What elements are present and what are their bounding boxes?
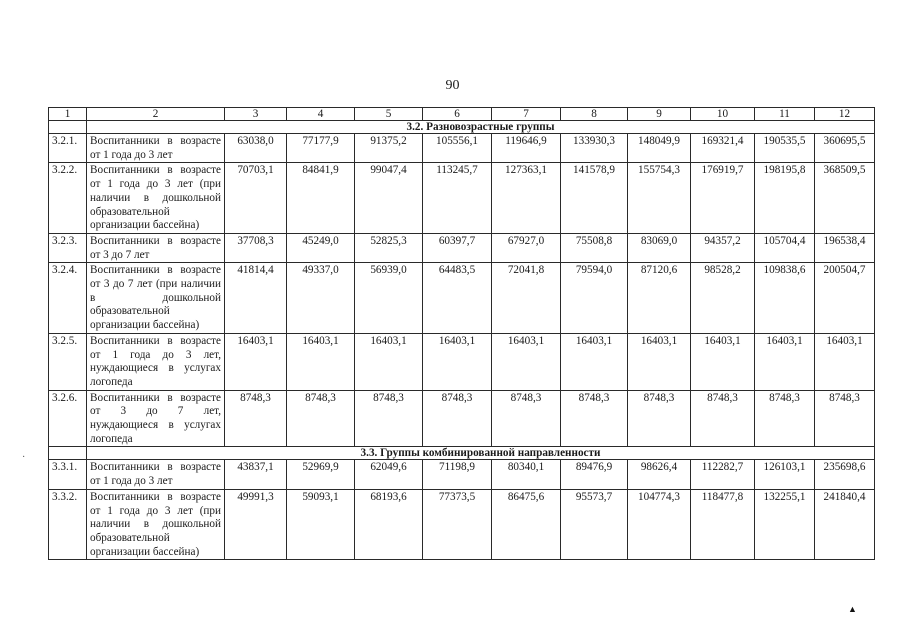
value-cell: 127363,1 xyxy=(492,163,561,234)
value-cell: 59093,1 xyxy=(287,489,355,560)
value-cell: 72041,8 xyxy=(492,263,561,334)
value-cell: 60397,7 xyxy=(423,233,492,262)
value-cell: 8748,3 xyxy=(287,390,355,447)
table-row xyxy=(49,263,875,334)
value-cell: 77373,5 xyxy=(423,489,492,560)
value-cell: 67927,0 xyxy=(492,233,561,262)
value-cell: 64483,5 xyxy=(423,263,492,334)
column-number: 7 xyxy=(492,108,561,121)
row-code: 3.2.1. xyxy=(49,134,87,163)
value-cell: 368509,5 xyxy=(815,163,875,234)
value-cell: 56939,0 xyxy=(355,263,423,334)
column-number: 10 xyxy=(691,108,755,121)
value-cell: 133930,3 xyxy=(561,134,628,163)
value-cell: 8748,3 xyxy=(691,390,755,447)
value-cell: 8748,3 xyxy=(225,390,287,447)
column-number: 6 xyxy=(423,108,492,121)
value-cell: 8748,3 xyxy=(423,390,492,447)
empty-cell xyxy=(49,447,87,460)
value-cell: 16403,1 xyxy=(423,333,492,390)
value-cell: 84841,9 xyxy=(287,163,355,234)
value-cell: 41814,4 xyxy=(225,263,287,334)
value-cell: 200504,7 xyxy=(815,263,875,334)
value-cell: 91375,2 xyxy=(355,134,423,163)
value-cell: 86475,6 xyxy=(492,489,561,560)
value-cell: 52825,3 xyxy=(355,233,423,262)
value-cell: 37708,3 xyxy=(225,233,287,262)
row-description: Воспитанники в возрасте от 1 года до 3 лет, нуждающиеся в услугах логопеда xyxy=(87,333,225,390)
value-cell: 52969,9 xyxy=(287,460,355,489)
value-cell: 118477,8 xyxy=(691,489,755,560)
value-cell: 119646,9 xyxy=(492,134,561,163)
value-cell: 83069,0 xyxy=(628,233,691,262)
value-cell: 112282,7 xyxy=(691,460,755,489)
value-cell: 99047,4 xyxy=(355,163,423,234)
value-cell: 43837,1 xyxy=(225,460,287,489)
table-row xyxy=(49,333,875,390)
table-row xyxy=(49,233,875,262)
table-row xyxy=(49,134,875,163)
row-description: Воспитанники в возрасте от 3 до 7 лет xyxy=(87,233,225,262)
value-cell: 16403,1 xyxy=(287,333,355,390)
value-cell: 241840,4 xyxy=(815,489,875,560)
value-cell: 8748,3 xyxy=(561,390,628,447)
value-cell: 16403,1 xyxy=(628,333,691,390)
value-cell: 198195,8 xyxy=(755,163,815,234)
value-cell: 8748,3 xyxy=(815,390,875,447)
table-row xyxy=(49,163,875,234)
section-row xyxy=(49,447,875,460)
value-cell: 16403,1 xyxy=(492,333,561,390)
table-row xyxy=(49,489,875,560)
row-description: Воспитанники в возрасте от 1 года до 3 лет (при наличии в дошкольной образовательной организации бассейна) xyxy=(87,163,225,234)
value-cell: 8748,3 xyxy=(492,390,561,447)
row-description: Воспитанники в возрасте от 1 года до 3 лет (при наличии в дошкольной образовательной организации бассейна) xyxy=(87,489,225,560)
value-cell: 87120,6 xyxy=(628,263,691,334)
value-cell: 235698,6 xyxy=(815,460,875,489)
column-number: 5 xyxy=(355,108,423,121)
value-cell: 71198,9 xyxy=(423,460,492,489)
value-cell: 49991,3 xyxy=(225,489,287,560)
value-cell: 63038,0 xyxy=(225,134,287,163)
row-description: Воспитанники в возрасте от 3 до 7 лет (при наличии в дошкольной образовательной организации бассейна) xyxy=(87,263,225,334)
row-description: Воспитанники в возрасте от 1 года до 3 лет xyxy=(87,134,225,163)
value-cell: 16403,1 xyxy=(225,333,287,390)
value-cell: 109838,6 xyxy=(755,263,815,334)
value-cell: 8748,3 xyxy=(755,390,815,447)
row-code: 3.2.3. xyxy=(49,233,87,262)
value-cell: 190535,5 xyxy=(755,134,815,163)
section-title: 3.3. Группы комбинированной направленности xyxy=(87,447,875,460)
value-cell: 105704,4 xyxy=(755,233,815,262)
value-cell: 196538,4 xyxy=(815,233,875,262)
section-title: 3.2. Разновозрастные группы xyxy=(87,121,875,134)
table-row xyxy=(49,460,875,489)
tariff-table xyxy=(48,107,875,560)
value-cell: 98528,2 xyxy=(691,263,755,334)
value-cell: 16403,1 xyxy=(355,333,423,390)
value-cell: 104774,3 xyxy=(628,489,691,560)
row-code: 3.2.5. xyxy=(49,333,87,390)
column-number: 12 xyxy=(815,108,875,121)
value-cell: 95573,7 xyxy=(561,489,628,560)
value-cell: 169321,4 xyxy=(691,134,755,163)
value-cell: 16403,1 xyxy=(691,333,755,390)
value-cell: 16403,1 xyxy=(815,333,875,390)
table-row xyxy=(49,390,875,447)
value-cell: 113245,7 xyxy=(423,163,492,234)
value-cell: 16403,1 xyxy=(561,333,628,390)
value-cell: 62049,6 xyxy=(355,460,423,489)
value-cell: 75508,8 xyxy=(561,233,628,262)
value-cell: 77177,9 xyxy=(287,134,355,163)
row-code: 3.2.2. xyxy=(49,163,87,234)
page-number: 90 xyxy=(445,78,460,93)
row-code: 3.3.1. xyxy=(49,460,87,489)
column-number: 4 xyxy=(287,108,355,121)
row-code: 3.2.6. xyxy=(49,390,87,447)
empty-cell xyxy=(49,121,87,134)
value-cell: 126103,1 xyxy=(755,460,815,489)
row-code: 3.2.4. xyxy=(49,263,87,334)
column-number: 1 xyxy=(49,108,87,121)
column-number: 8 xyxy=(561,108,628,121)
value-cell: 49337,0 xyxy=(287,263,355,334)
value-cell: 80340,1 xyxy=(492,460,561,489)
value-cell: 98626,4 xyxy=(628,460,691,489)
scan-mark: ▲ xyxy=(848,604,857,614)
value-cell: 105556,1 xyxy=(423,134,492,163)
column-number: 11 xyxy=(755,108,815,121)
value-cell: 79594,0 xyxy=(561,263,628,334)
value-cell: 89476,9 xyxy=(561,460,628,489)
value-cell: 8748,3 xyxy=(628,390,691,447)
value-cell: 16403,1 xyxy=(755,333,815,390)
value-cell: 45249,0 xyxy=(287,233,355,262)
header-row xyxy=(49,108,875,121)
row-description: Воспитанники в возрасте от 3 до 7 лет, нуждающиеся в услугах логопеда xyxy=(87,390,225,447)
value-cell: 70703,1 xyxy=(225,163,287,234)
value-cell: 176919,7 xyxy=(691,163,755,234)
value-cell: 132255,1 xyxy=(755,489,815,560)
value-cell: 68193,6 xyxy=(355,489,423,560)
value-cell: 8748,3 xyxy=(355,390,423,447)
column-number: 2 xyxy=(87,108,225,121)
scan-speck: · xyxy=(22,452,26,463)
value-cell: 360695,5 xyxy=(815,134,875,163)
value-cell: 148049,9 xyxy=(628,134,691,163)
section-row xyxy=(49,121,875,134)
value-cell: 94357,2 xyxy=(691,233,755,262)
row-code: 3.3.2. xyxy=(49,489,87,560)
value-cell: 155754,3 xyxy=(628,163,691,234)
column-number: 9 xyxy=(628,108,691,121)
column-number: 3 xyxy=(225,108,287,121)
value-cell: 141578,9 xyxy=(561,163,628,234)
row-description: Воспитанники в возрасте от 1 года до 3 лет xyxy=(87,460,225,489)
